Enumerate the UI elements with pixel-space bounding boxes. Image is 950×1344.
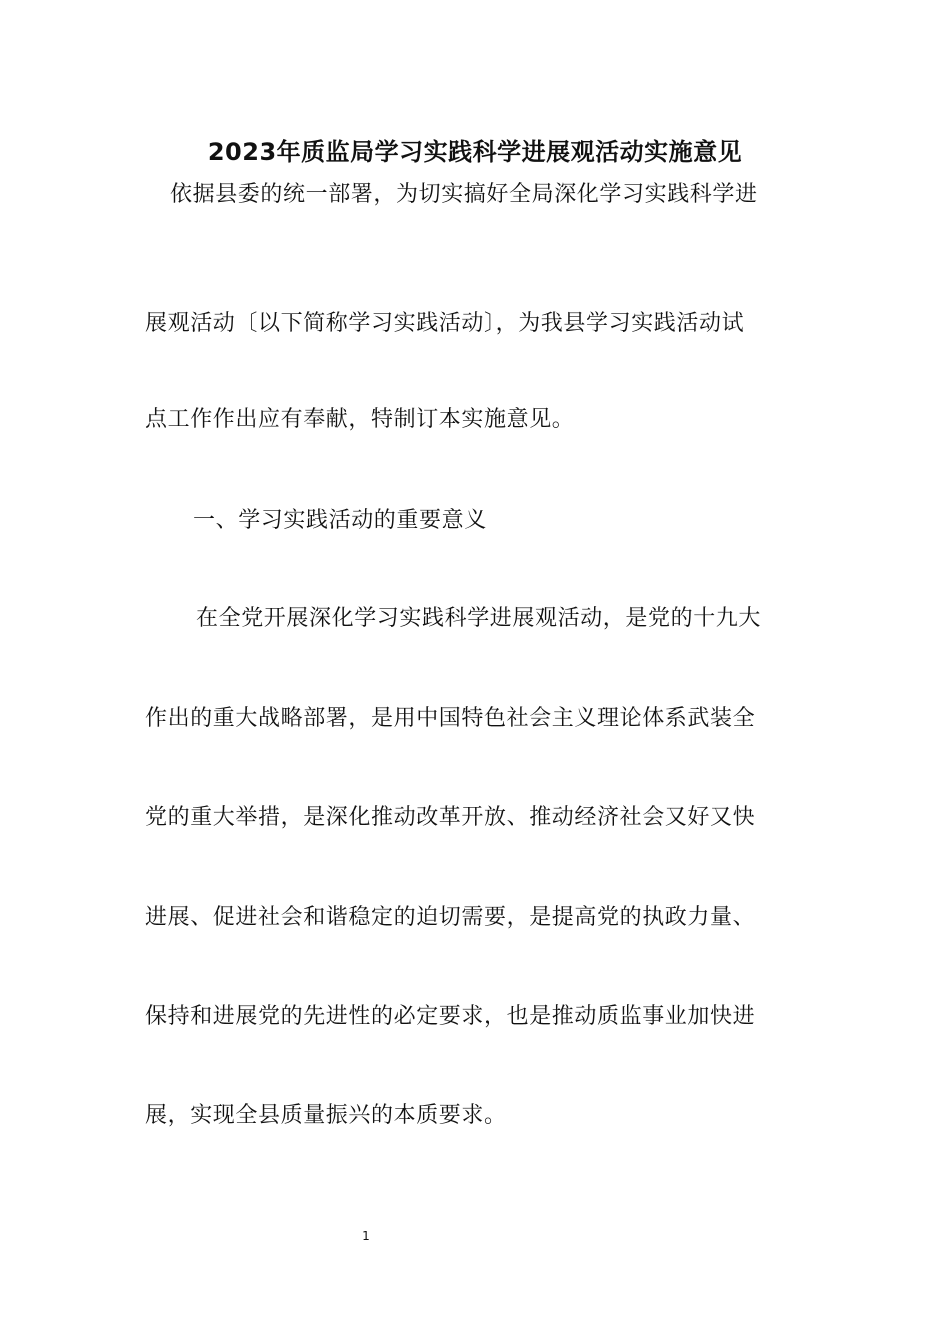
- document-title: 2023年质监局学习实践科学进展观活动实施意见: [207, 138, 743, 166]
- paragraph-line: 展，实现全县质量振兴的本质要求。: [145, 1103, 507, 1128]
- paragraph-line: 进展、促进社会和谐稳定的迫切需要，是提高党的执政力量、: [145, 905, 756, 930]
- paragraph-line: 展观活动〔以下简称学习实践活动〕，为我县学习实践活动试: [145, 311, 745, 336]
- paragraph-line: 保持和进展党的先进性的必定要求，也是推动质监事业加快进: [145, 1004, 756, 1029]
- paragraph-line: 在全党开展深化学习实践科学进展观活动，是党的十九大: [196, 606, 762, 631]
- paragraph-line: 点工作作出应有奉献，特制订本实施意见。: [145, 407, 575, 432]
- section-heading: 一、学习实践活动的重要意义: [193, 508, 487, 533]
- paragraph-line: 党的重大举措，是深化推动改革开放、推动经济社会又好又快: [145, 805, 756, 830]
- paragraph-line: 依据县委的统一部署，为切实搞好全局深化学习实践科学进: [170, 182, 758, 207]
- page-number: 1: [362, 1229, 370, 1243]
- paragraph-line: 作出的重大战略部署，是用中国特色社会主义理论体系武装全: [145, 706, 756, 731]
